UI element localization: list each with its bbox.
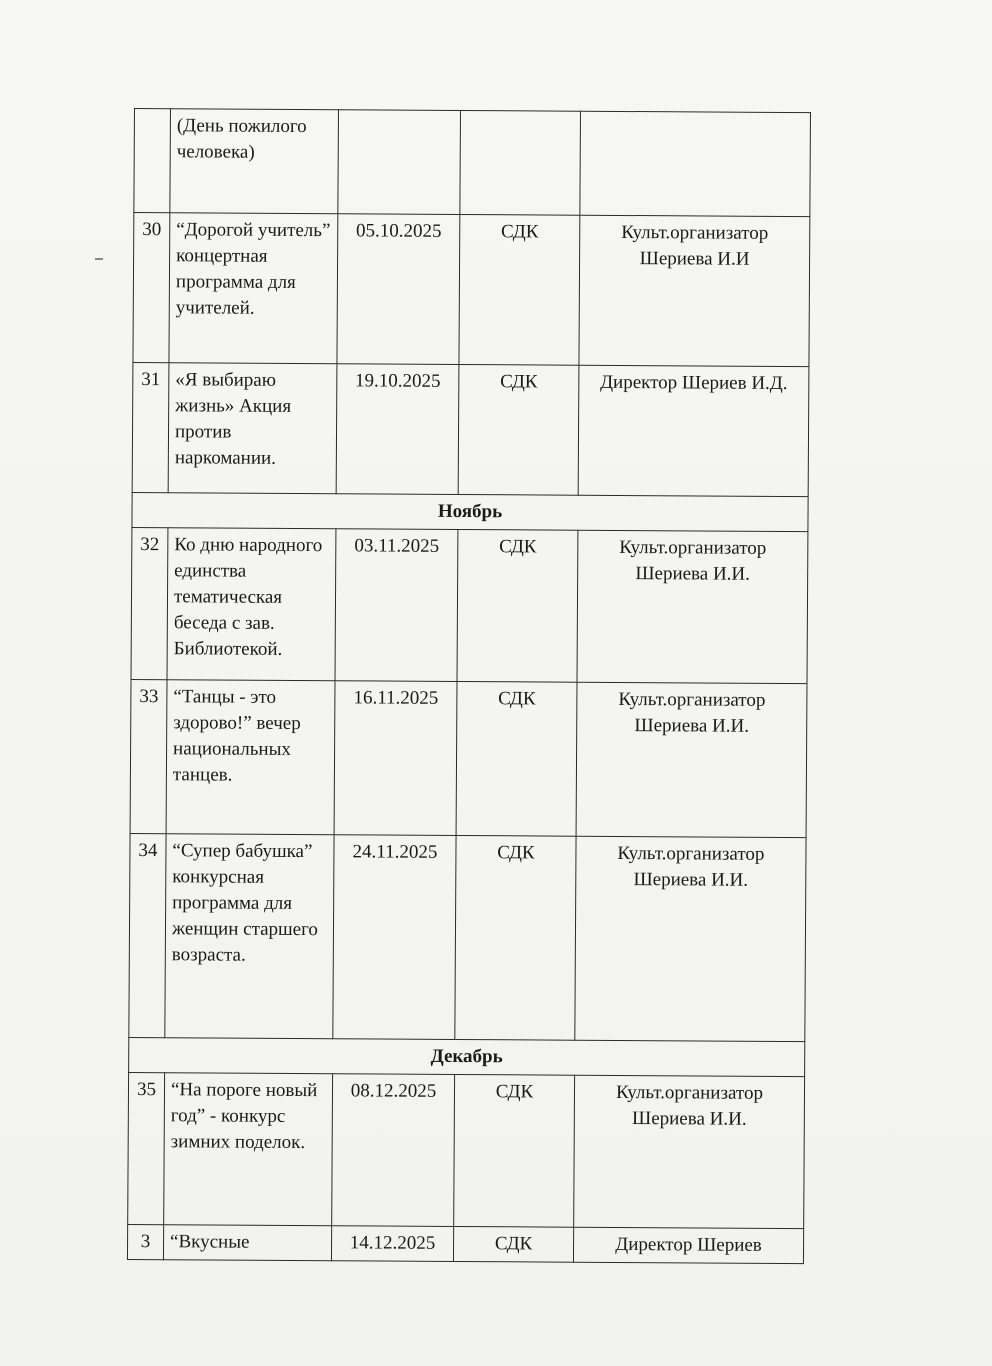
table-row — [132, 362, 809, 496]
event-responsible: Директор Шериев И.Д. — [578, 365, 809, 496]
event-date: 19.10.2025 — [336, 364, 459, 495]
event-place: СДК — [453, 1226, 573, 1262]
table-row — [131, 527, 808, 683]
event-name: “Дорогой учитель” концертная программа для учителей. — [169, 213, 338, 364]
table-row — [129, 833, 806, 1041]
row-number — [134, 109, 171, 213]
row-number: 3 — [127, 1224, 163, 1259]
month-december: Декабрь — [129, 1037, 805, 1076]
row-number: 35 — [128, 1072, 165, 1224]
table-row — [127, 1224, 803, 1263]
event-responsible: Культ.организатор Шериева И.И — [579, 215, 810, 366]
event-responsible: Директор Шериев — [573, 1227, 803, 1263]
event-responsible: Культ.организатор Шериева И.И. — [575, 836, 806, 1041]
event-date: 24.11.2025 — [333, 835, 456, 1040]
event-name: “На пороге новый год” - конкурс зимних поделок. — [164, 1073, 333, 1226]
event-name: “Супер бабушка” конкурсная программа для женщин старшего возраста. — [165, 834, 334, 1039]
event-place: СДК — [456, 681, 577, 836]
event-place: СДК — [458, 364, 579, 495]
row-number: 33 — [130, 679, 167, 833]
month-header-row — [129, 1037, 805, 1076]
event-place — [460, 110, 581, 215]
event-date — [338, 110, 461, 215]
event-name: «Я выбираю жизнь» Акция против наркомании. — [168, 363, 337, 494]
table-row — [130, 679, 807, 837]
scan-mark — [95, 258, 103, 260]
event-date: 14.12.2025 — [331, 1226, 453, 1262]
event-name: (День пожилого человека) — [170, 109, 339, 214]
row-number: 31 — [132, 362, 169, 492]
event-responsible: Культ.организатор Шериева И.И. — [577, 530, 808, 683]
event-date: 16.11.2025 — [334, 681, 457, 836]
event-date: 05.10.2025 — [337, 214, 460, 365]
event-responsible: Культ.организатор Шериева И.И. — [574, 1075, 805, 1228]
month-november: Ноябрь — [132, 492, 808, 531]
event-place: СДК — [454, 1074, 575, 1227]
row-number: 32 — [131, 527, 168, 679]
event-name: “Вкусные — [163, 1225, 331, 1261]
event-date: 08.12.2025 — [332, 1074, 455, 1227]
event-name: “Танцы - это здорово!” вечер национальных танцев. — [166, 680, 335, 835]
event-date: 03.11.2025 — [335, 529, 458, 682]
event-name: Ко дню народного единства тематическая беседа с зав. Библиотекой. — [167, 528, 336, 681]
month-header-row — [132, 492, 808, 531]
table-row — [134, 109, 811, 217]
event-place: СДК — [457, 529, 578, 682]
table-row — [128, 1072, 805, 1228]
event-responsible: Культ.организатор Шериева И.И. — [576, 682, 807, 837]
event-place: СДК — [455, 835, 576, 1040]
event-responsible — [580, 111, 811, 216]
event-place: СДК — [459, 214, 580, 365]
row-number: 30 — [133, 213, 170, 363]
table-row — [133, 213, 810, 367]
row-number: 34 — [129, 833, 166, 1037]
events-plan-table — [127, 108, 811, 1264]
